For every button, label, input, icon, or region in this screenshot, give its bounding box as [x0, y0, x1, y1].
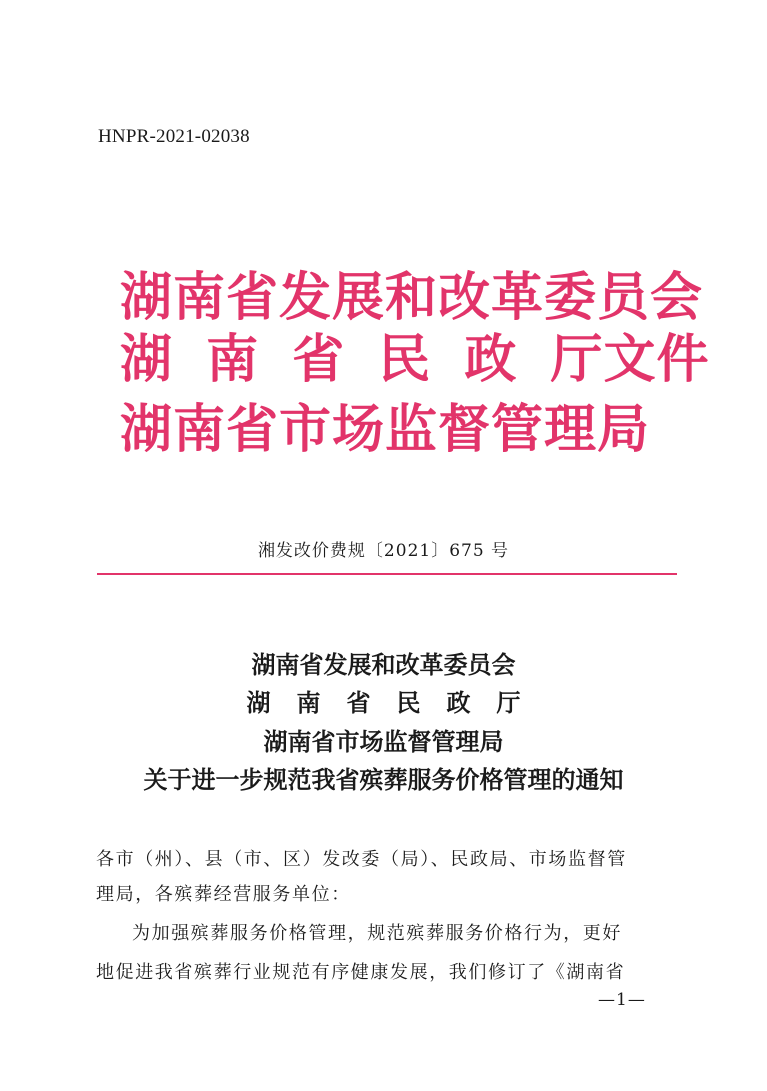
red-divider-rule [97, 573, 677, 575]
document-number: 湘发改价费规〔2021〕675 号 [257, 541, 510, 561]
issuer-header-line-1: 湖南省发展和改革委员会 [120, 268, 704, 328]
document-code: HNPR-2021-02038 [98, 126, 250, 147]
body-line-2: 理局，各殡葬经营服务单位： [96, 884, 351, 905]
issuer-header-line-3: 湖南省市场监督管理局 [120, 400, 651, 460]
body-line-4: 地促进我省殡葬行业规范有序健康发展，我们修订了《湖南省 [96, 962, 626, 983]
title-line-1: 湖南省发展和改革委员会 [251, 650, 516, 679]
title-line-3: 湖南省市场监督管理局 [263, 727, 504, 756]
title-line-2: 湖南省民政厅 [246, 688, 547, 717]
body-line-3: 为加强殡葬服务价格管理，规范殡葬服务价格行为，更好 [132, 923, 622, 944]
page-number: —1— [598, 990, 646, 1010]
title-line-4: 关于进一步规范我省殡葬服务价格管理的通知 [143, 765, 624, 794]
body-line-1: 各市（州）、县（市、区）发改委（局）、民政局、市场监督管 [96, 849, 627, 870]
issuer-header-line-2: 湖 南 省 民 政 厅文件 [120, 330, 710, 390]
